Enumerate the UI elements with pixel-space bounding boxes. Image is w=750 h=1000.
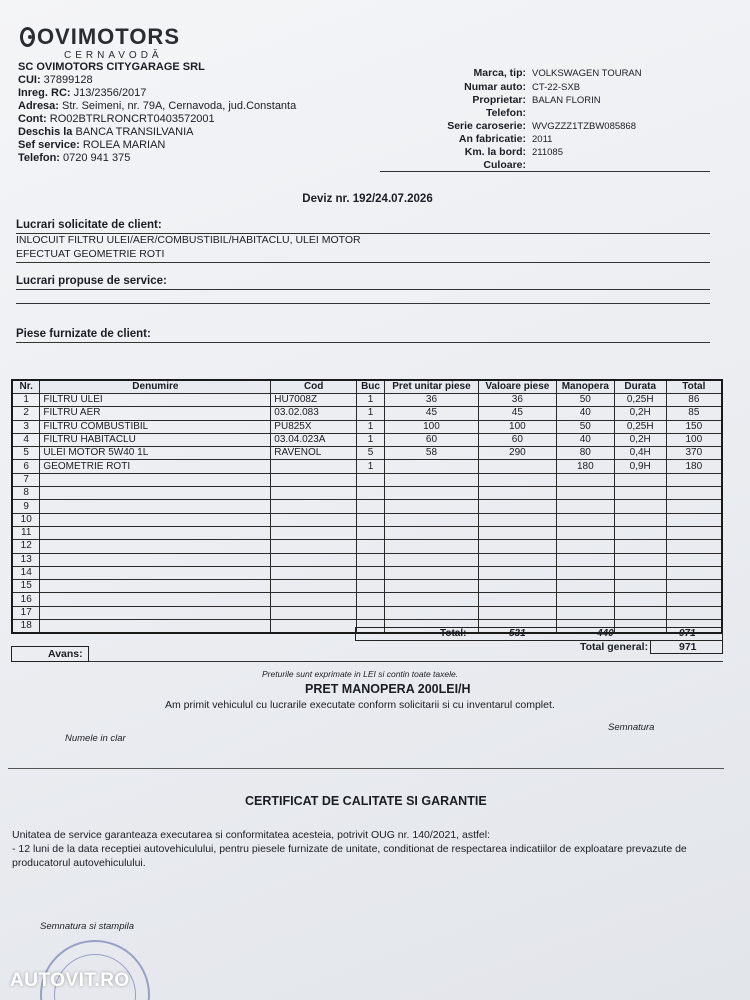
table-cell: 0,25H (614, 394, 666, 407)
column-header: Cod (271, 380, 357, 394)
column-header: Manopera (556, 380, 614, 394)
table-cell (40, 473, 271, 486)
table-cell (478, 540, 556, 553)
table-cell: 45 (478, 407, 556, 420)
table-cell (385, 606, 479, 619)
table-cell (666, 526, 722, 539)
table-cell (385, 500, 479, 513)
table-cell: 150 (666, 420, 722, 433)
table-row (12, 566, 722, 579)
table-cell: 0,2H (614, 433, 666, 446)
table-cell: 1 (357, 394, 385, 407)
table-cell: 3 (12, 420, 40, 433)
vehicle-divider (380, 171, 710, 172)
proposed-work-title: Lucrari propuse de service: (16, 275, 167, 287)
table-cell (357, 513, 385, 526)
table-cell: 13 (12, 553, 40, 566)
table-cell (478, 460, 556, 473)
table-cell: 1 (357, 407, 385, 420)
table-cell: 8 (12, 487, 40, 500)
table-cell (556, 473, 614, 486)
table-cell (478, 580, 556, 593)
table-cell (614, 553, 666, 566)
table-cell: RAVENOL (271, 447, 357, 460)
company-name: SC OVIMOTORS CITYGARAGE SRL (18, 61, 205, 73)
table-cell (614, 593, 666, 606)
table-cell: 15 (12, 580, 40, 593)
table-cell (614, 513, 666, 526)
table-cell: 370 (666, 447, 722, 460)
table-cell (271, 620, 357, 634)
table-cell: 45 (385, 407, 479, 420)
table-cell (556, 553, 614, 566)
table-cell (385, 580, 479, 593)
table-cell (385, 540, 479, 553)
table-cell (40, 487, 271, 500)
table-cell: 11 (12, 526, 40, 539)
table-cell (614, 487, 666, 500)
watermark: AUTOVIT.RO (10, 970, 130, 991)
table-cell (478, 500, 556, 513)
table-cell (478, 553, 556, 566)
table-cell (556, 526, 614, 539)
table-cell (357, 540, 385, 553)
table-cell: 180 (556, 460, 614, 473)
total-parts-value: 531 (509, 628, 526, 639)
table-cell (614, 500, 666, 513)
table-cell (357, 487, 385, 500)
name-clear-label: Numele in clar (65, 733, 126, 744)
column-header: Buc (357, 380, 385, 394)
received-statement: Am primit vehiculul cu lucrarile executate conform solicitarii si cu inventarul complet. (165, 699, 555, 711)
table-cell (385, 473, 479, 486)
table-cell: FILTRU AER (40, 407, 271, 420)
divider (16, 303, 710, 304)
table-cell (40, 593, 271, 606)
table-cell (40, 566, 271, 579)
table-cell (614, 540, 666, 553)
table-cell: 58 (385, 447, 479, 460)
prices-note: Preturile sunt exprimate in LEI si contin toate taxele. (262, 669, 459, 679)
table-cell: 1 (357, 433, 385, 446)
table-cell (556, 593, 614, 606)
table-cell: 14 (12, 566, 40, 579)
table-cell (478, 566, 556, 579)
table-cell (357, 593, 385, 606)
table-cell: 85 (666, 407, 722, 420)
table-row (12, 433, 722, 446)
divider (16, 342, 710, 343)
table-cell (556, 580, 614, 593)
table-cell (271, 526, 357, 539)
table-cell (666, 566, 722, 579)
table-cell (40, 580, 271, 593)
table-row (12, 580, 722, 593)
table-cell: FILTRU ULEI (40, 394, 271, 407)
vehicle-year-value: 2011 (532, 134, 553, 145)
wheel-icon (20, 27, 35, 47)
certificate-line2: - 12 luni de la data receptiei autovehiculului, pentru piesele furnizate de unitate, conditionat de respectarea indicatiilor de exploatare prevazute de (12, 843, 687, 855)
table-cell (385, 566, 479, 579)
vehicle-make-value: VOLKSWAGEN TOURAN (532, 68, 642, 79)
table-cell: 6 (12, 460, 40, 473)
company-logo (20, 24, 180, 61)
estimate-number: Deviz nr. 192/24.07.2026 (302, 193, 433, 205)
table-cell (271, 487, 357, 500)
logo-subtitle: CERNAVODĂ (64, 50, 163, 61)
table-cell (271, 500, 357, 513)
table-cell (40, 526, 271, 539)
table-cell (385, 460, 479, 473)
table-cell: 5 (357, 447, 385, 460)
certificate-line1: Unitatea de service garanteaza executarea si conformitatea acesteia, potrivit OUG nr. 140/2021, astfel: (12, 829, 491, 841)
document-page: OVIMOTORS CERNAVODĂ SC OVIMOTORS CITYGARAGE SRL CUI: 37899128 Inreg. RC: J13/2356/2017 Adresa: Str. Seimeni, nr. 79A, Cernavoda, jud.Constanta Cont: RO02BTRLRONCRT0403572001 Deschis la BANCA TRANSILVANIA Sef service: ROLEA MARIAN Telefon: 0720 941 375 Marca, tip: VOLKSWAGEN TOURAN Numar auto: CT-22-SXB Proprietar: BALAN FLORIN Telefon: Serie caroserie: WVGZZZ1TZBW085868 An fabricatie: 2011 Km. la bord: 211085 Culoare: Deviz nr. 192/24.07.2026 Lucrari solicitate de client: INLOCUIT FILTRU ULEI/AER/COMBUSTIBIL/HABITACLU, ULEI MOTOR EFECTUAT GEOMETRIE ROTI Lucrari propuse de service: Piese furnizate de client: Nr. Denumire Cod Buc Pret unitar piese Valoare piese Manopera Durata Total 1 FILTRU ULEI HU7008Z 1 36 36 50 0,25H 86 2 FILTRU AER 03.02.083 1 45 45 40 0,2H 85 3 FILTRU COMBUSTIBIL PU825X 1 100 100 50 0,25H 150 4 FILTRU HABITACLU 03.04.023A 1 60 60 40 0,2H 100 5 ULEI MOTOR 5W40 1L RAVENOL 5 58 290 80 0,4H 370 6 GEOMETRIE ROTI 1 180 0,9H 180 7 8 9 10 11 12 13 14 15 16 17 18 Total: 531 440 971 Avans: Total general: 971 Preturile sunt exprimate in LEI si contin toate taxele. PRET MANOPERA 200LEI/H Am primit vehiculul cu lucrarile executate conform solicitarii si cu inventarul complet. Semnatura Numele in clar CERTIFICAT DE CALITATE SI GARANTIE Unitatea de service garanteaza executarea si conformitatea acesteia, potrivit OUG nr. 140/2021, astfel: - 12 luni de la data receptiei autovehiculului, pentru piesele furnizate de unitate, conditionat de respectarea indicatiilor de exploatare prevazute de producatorul autovehiculului. Semnatura si stampila AUTOVIT.RO (0, 0, 750, 1000)
table-cell (271, 540, 357, 553)
table-cell: 0,9H (614, 460, 666, 473)
table-cell (556, 566, 614, 579)
company-service-chief: Sef service: ROLEA MARIAN (18, 139, 166, 151)
table-cell: 50 (556, 394, 614, 407)
table-cell (385, 526, 479, 539)
table-cell (357, 500, 385, 513)
divider (89, 661, 723, 662)
table-cell (556, 487, 614, 500)
table-cell (666, 513, 722, 526)
table-cell: 7 (12, 473, 40, 486)
table-cell (40, 513, 271, 526)
table-cell (385, 513, 479, 526)
table-row (12, 500, 722, 513)
table-cell (40, 540, 271, 553)
table-cell (357, 553, 385, 566)
table-cell (40, 553, 271, 566)
total-label: Total: (440, 628, 467, 639)
table-cell: 86 (666, 394, 722, 407)
table-cell: ULEI MOTOR 5W40 1L (40, 447, 271, 460)
table-cell (666, 473, 722, 486)
client-work-line2: EFECTUAT GEOMETRIE ROTI (16, 248, 165, 260)
table-cell (478, 593, 556, 606)
table-cell: 1 (357, 420, 385, 433)
table-cell (614, 606, 666, 619)
table-cell (556, 500, 614, 513)
client-parts-title: Piese furnizate de client: (16, 328, 151, 340)
table-cell (271, 460, 357, 473)
table-cell: 80 (556, 447, 614, 460)
table-cell (556, 606, 614, 619)
table-cell: 0,2H (614, 407, 666, 420)
table-cell: 17 (12, 606, 40, 619)
table-cell: 16 (12, 593, 40, 606)
table-row (12, 407, 722, 420)
table-cell: 36 (478, 394, 556, 407)
table-cell: 60 (385, 433, 479, 446)
logo-text: OVIMOTORS (36, 24, 180, 49)
table-cell (40, 500, 271, 513)
grand-total-value: 971 (679, 641, 697, 653)
table-cell (478, 473, 556, 486)
table-row (12, 473, 722, 486)
table-cell (614, 566, 666, 579)
advance-label: Avans: (48, 648, 83, 660)
labor-price: PRET MANOPERA 200LEI/H (305, 682, 471, 696)
table-cell (666, 593, 722, 606)
table-cell (385, 553, 479, 566)
table-cell: 5 (12, 447, 40, 460)
certificate-title: CERTIFICAT DE CALITATE SI GARANTIE (245, 794, 487, 808)
company-rc: Inreg. RC: J13/2356/2017 (18, 87, 147, 99)
table-cell: 0,25H (614, 420, 666, 433)
company-bank: Deschis la BANCA TRANSILVANIA (18, 126, 194, 138)
client-work-line1: INLOCUIT FILTRU ULEI/AER/COMBUSTIBIL/HABITACLU, ULEI MOTOR (16, 234, 361, 246)
totals-row (355, 627, 723, 641)
column-header: Valoare piese (478, 380, 556, 394)
table-cell (614, 473, 666, 486)
certificate-line3: producatorul autovehiculului. (12, 857, 146, 869)
table-cell (666, 540, 722, 553)
divider (16, 262, 710, 263)
table-cell (478, 526, 556, 539)
table-row (12, 513, 722, 526)
table-cell (357, 606, 385, 619)
table-cell (478, 513, 556, 526)
stamp-label: Semnatura si stampila (40, 921, 134, 932)
table-cell: 100 (478, 420, 556, 433)
table-cell (357, 566, 385, 579)
table-cell (271, 473, 357, 486)
column-header: Durata (614, 380, 666, 394)
table-header-row (12, 380, 722, 394)
table-cell (666, 500, 722, 513)
table-row (12, 460, 722, 473)
vehicle-owner-value: BALAN FLORIN (532, 95, 601, 106)
table-cell (666, 553, 722, 566)
table-cell (357, 473, 385, 486)
table-cell (614, 580, 666, 593)
total-all-value: 971 (679, 628, 696, 639)
table-cell: 40 (556, 407, 614, 420)
client-work-title: Lucrari solicitate de client: (16, 219, 162, 231)
table-cell: 12 (12, 540, 40, 553)
company-account: Cont: RO02BTRLRONCRT0403572001 (18, 113, 215, 125)
table-row (12, 526, 722, 539)
table-cell: 1 (357, 460, 385, 473)
table-row (12, 553, 722, 566)
table-cell: 2 (12, 407, 40, 420)
table-cell (271, 513, 357, 526)
table-row (12, 540, 722, 553)
table-cell (271, 566, 357, 579)
table-cell: HU7008Z (271, 394, 357, 407)
table-cell: 10 (12, 513, 40, 526)
table-cell: 9 (12, 500, 40, 513)
table-cell: PU825X (271, 420, 357, 433)
table-cell (666, 487, 722, 500)
table-cell: 03.02.083 (271, 407, 357, 420)
column-header: Pret unitar piese (385, 380, 479, 394)
vehicle-plate-value: CT-22-SXB (532, 82, 581, 93)
table-cell: FILTRU HABITACLU (40, 433, 271, 446)
vehicle-km-value: 211085 (532, 147, 563, 158)
table-cell (385, 593, 479, 606)
table-cell: 290 (478, 447, 556, 460)
table-cell (478, 606, 556, 619)
table-cell: 18 (12, 620, 40, 634)
table-cell: 180 (666, 460, 722, 473)
table-cell: 40 (556, 433, 614, 446)
table-cell: GEOMETRIE ROTI (40, 460, 271, 473)
table-cell (357, 580, 385, 593)
total-labor-value: 440 (597, 628, 614, 639)
column-header: Total (666, 380, 722, 394)
table-cell (40, 606, 271, 619)
table-cell: 0,4H (614, 447, 666, 460)
table-row (12, 593, 722, 606)
signature-label: Semnatura (608, 722, 655, 733)
table-cell (556, 540, 614, 553)
table-cell: 4 (12, 433, 40, 446)
table-cell (614, 526, 666, 539)
table-row (12, 487, 722, 500)
table-row (12, 447, 722, 460)
table-cell (666, 606, 722, 619)
table-cell: 36 (385, 394, 479, 407)
table-row (12, 606, 722, 619)
table-cell: 100 (385, 420, 479, 433)
table-cell (40, 620, 271, 634)
divider (8, 768, 724, 769)
vehicle-vin-value: WVGZZZ1TZBW085868 (532, 121, 636, 132)
table-row (12, 420, 722, 433)
table-cell (271, 553, 357, 566)
table-cell: 50 (556, 420, 614, 433)
table-cell (271, 606, 357, 619)
table-cell (385, 487, 479, 500)
company-phone: Telefon: 0720 941 375 (18, 152, 131, 164)
table-cell (271, 580, 357, 593)
table-cell: FILTRU COMBUSTIBIL (40, 420, 271, 433)
table-cell (271, 593, 357, 606)
table-cell: 03.04.023A (271, 433, 357, 446)
company-cui: CUI: 37899128 (18, 74, 93, 86)
column-header: Nr. (12, 380, 40, 394)
table-cell (357, 526, 385, 539)
table-cell (478, 487, 556, 500)
company-address: Adresa: Str. Seimeni, nr. 79A, Cernavoda, jud.Constanta (18, 100, 297, 112)
column-header: Denumire (40, 380, 271, 394)
table-cell: 100 (666, 433, 722, 446)
table-cell (556, 513, 614, 526)
items-table (11, 379, 723, 634)
table-row (12, 394, 722, 407)
table-cell: 60 (478, 433, 556, 446)
divider (16, 289, 710, 290)
table-cell: 1 (12, 394, 40, 407)
grand-total-label: Total general: (580, 641, 649, 653)
table-cell (666, 580, 722, 593)
